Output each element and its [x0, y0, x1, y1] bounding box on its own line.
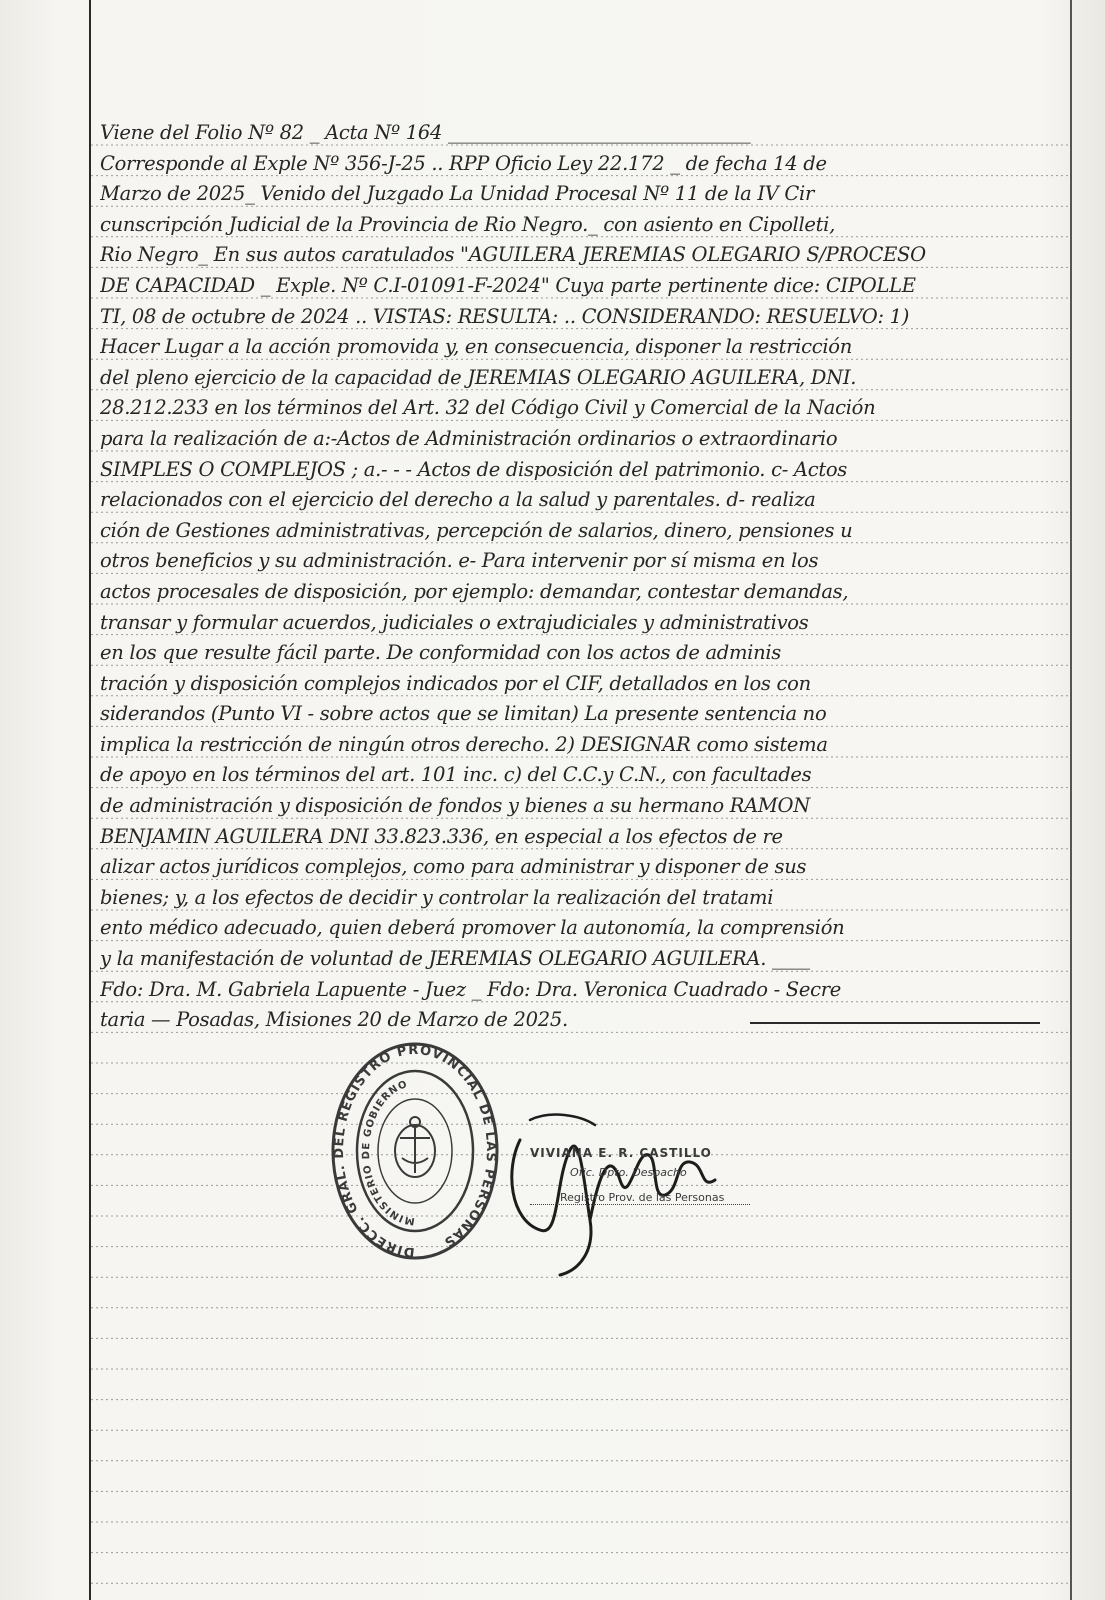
entry-line: Viene del Folio Nº 82 _ Acta Nº 164 ________________________________	[100, 121, 751, 144]
entry-line: de administración y disposición de fondos y bienes a su hermano RAMON	[100, 794, 811, 818]
signatory-office: Registro Prov. de las Personas	[530, 1191, 750, 1205]
entry-line: otros beneficios y su administración. e- Para intervenir por sí misma en los	[100, 549, 819, 573]
entry-line: del pleno ejercicio de la capacidad de JEREMIAS OLEGARIO AGUILERA, DNI.	[100, 365, 857, 389]
entry-line: DE CAPACIDAD _ Exple. Nº C.I-01091-F-2024" Cuya parte pertinente dice: CIPOLLE	[100, 273, 916, 297]
signatory-role: Ofic. Dpto. Despacho	[570, 1166, 687, 1179]
entry-line: Marzo de 2025_ Venido del Juzgado La Unidad Procesal Nº 11 de la IV Cir	[100, 182, 814, 206]
entry-line: de apoyo en los términos del art. 101 inc. c) del C.C.y C.N., con facultades	[100, 763, 812, 787]
entry-line: siderandos (Punto VI - sobre actos que se limitan) La presente sentencia no	[100, 702, 827, 726]
entry-line: BENJAMIN AGUILERA DNI 33.823.336, en especial a los efectos de re	[100, 824, 783, 848]
coat-of-arms-icon	[395, 1117, 435, 1177]
entry-line: transar y formular acuerdos, judiciales o extrajudiciales y administrativos	[100, 610, 809, 634]
entry-line: bienes; y, a los efectos de decidir y controlar la realización del tratami	[100, 885, 774, 909]
entry-line: alizar actos jurídicos complejos, como para administrar y disponer de sus	[100, 855, 807, 879]
entry-line: Hacer Lugar a la acción promovida y, en consecuencia, disponer la restricción	[100, 335, 852, 359]
entry-line: taria — Posadas, Misiones 20 de Marzo de 2025.	[100, 1008, 568, 1032]
closing-line	[750, 1022, 1040, 1024]
handwritten-entry	[100, 118, 1068, 1036]
entry-line: tración y disposición complejos indicados por el CIF, detallados en los con	[100, 671, 811, 695]
entry-line: para la realización de a:-Actos de Administración ordinarios o extraordinario	[100, 426, 838, 450]
entry-line: en los que resulte fácil parte. De conformidad con los actos de adminis	[100, 641, 782, 665]
entry-line: actos procesales de disposición, por ejemplo: demandar, contestar demandas,	[100, 579, 849, 603]
entry-line: Fdo: Dra. M. Gabriela Lapuente - Juez _ Fdo: Dra. Veronica Cuadrado - Secre	[100, 977, 841, 1001]
entry-line: relacionados con el ejercicio del derecho a la salud y parentales. d- realiza	[100, 488, 816, 512]
entry-line: 28.212.233 en los términos del Art. 32 del Código Civil y Comercial de la Nación	[100, 396, 876, 420]
entry-line: y la manifestación de voluntad de JEREMIAS OLEGARIO AGUILERA. ____	[100, 947, 810, 971]
entry-line: Rio Negro_ En sus autos caratulados "AGUILERA JEREMIAS OLEGARIO S/PROCESO	[100, 243, 926, 267]
entry-line: ción de Gestiones administrativas, percepción de salarios, dinero, pensiones u	[100, 518, 853, 542]
seal-outer-text: DIRECC. GRAL. DEL REGISTRO PROVINCIAL DE LAS PERSONAS	[331, 1042, 499, 1260]
entry-line: TI, 08 de octubre de 2024 .. VISTAS: RESULTA: .. CONSIDERANDO: RESUELVO: 1)	[100, 304, 910, 328]
entry-line: SIMPLES O COMPLEJOS ; a.- - - Actos de disposición del patrimonio. c- Actos	[100, 457, 847, 481]
signatory-name: VIVIANA E. R. CASTILLO	[530, 1146, 712, 1160]
entry-line: Corresponde al Exple Nº 356-J-25 .. RPP Oficio Ley 22.172 _ de fecha 14 de	[100, 151, 827, 175]
right-margin-rule	[1070, 0, 1072, 1600]
entry-line: implica la restricción de ningún otros derecho. 2) DESIGNAR como sistema	[100, 732, 828, 756]
left-margin-rule	[89, 0, 91, 1600]
signatory-block	[530, 1146, 750, 1205]
official-seal	[330, 1038, 500, 1268]
entry-line: cunscripción Judicial de la Provincia de Rio Negro._ con asiento en Cipolleti,	[100, 212, 835, 236]
seal-inner-text: MINISTERIO DE GOBIERNO	[360, 1078, 416, 1227]
entry-line: ento médico adecuado, quien deberá promover la autonomía, la comprensión	[100, 916, 845, 940]
